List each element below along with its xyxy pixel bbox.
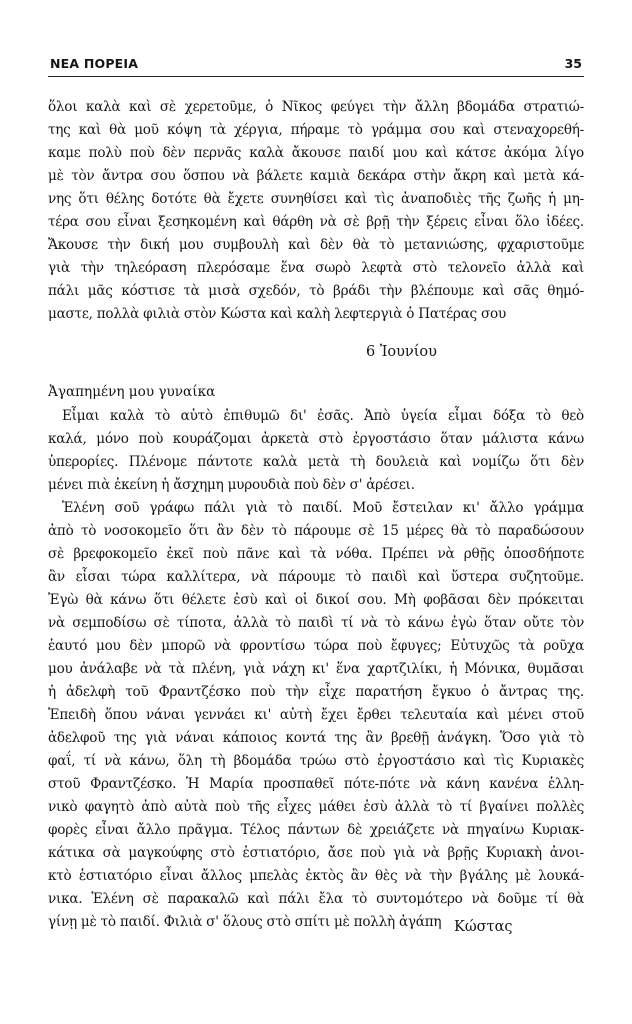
text-line: Ἐγὼ θὰ κάνω ὅτι θέλετε ἐσὺ καὶ οἱ δικοί σου. Μὴ φοβᾶσαι δὲν πρόκειται [48,592,584,608]
text-line: μαστε, πολλὰ φιλιὰ στὸν Κώστα καὶ καλὴ λεφτεργιὰ ὁ Πατέρας σου [48,306,506,322]
text-line: νικὸ φαγητὸ ἀπὸ αὐτὰ ποὺ τῆς εἶχες μάθει ἐσὺ ἀλλὰ τὸ τί βγαίνει πολλὲς [48,799,584,815]
text-line: νικα. Ἑλένη σὲ παρακαλῶ καὶ πάλι ἔλα τὸ συντομότερο νὰ δοῦμε τί θὰ [48,891,584,907]
text-line: ἀπὸ τὸ νοσοκομεῖο ὅτι ἂν δὲν τὸ πάρουμε σὲ 15 μέρες θὰ τὸ παραδώσουν [48,523,584,539]
text-line: ἂν εἶσαι τώρα καλλίτερα, νὰ πάρουμε τὸ παιδὶ καὶ ὕστερα συζητοῦμε. [48,569,584,585]
text-line: γιὰ τὴν τηλεόραση πλερόσαμε ἕνα σωρὸ λεφτὰ στὸ τελονεῖο ἀλλὰ καὶ [48,260,584,276]
text-line: κάτικα σὰ μαγκούφης στὸ ἑστιατόριο, ἄσε ποὺ γιὰ νὰ βρῇς Κυριακὴ ἀνοι- [48,845,584,861]
text-line: ἑαυτό μου δὲν μπορῶ νὰ φροντίσω τώρα ποὺ ἔφυγες; Εὐτυχῶς τὰ ροῦχα [48,638,584,654]
text-line: μὲ τὸν ἄντρα σου ὅσπου νὰ βάλετε καμιὰ δεκάρα στὴν ἄκρη καὶ μετὰ κά- [48,168,584,184]
page-number: 35 [564,56,582,71]
text-line: Ἐπειδὴ ὅπου νάναι γεννάει κι' αὐτὴ ἔχει ἔρθει τελευταία καὶ μένει στοῦ [48,707,584,723]
text-line: ἀδελφοῦ της γιὰ νάναι κάποιος κοντά της ἂν βρεθῇ ἀνάγκη. Ὅσο γιὰ τὸ [48,730,584,746]
text-line: ὅλοι καλὰ καὶ σὲ χερετοῦμε, ὁ Νῖκος φεύγει τὴν ἄλλη βδομάδα στρατιώ- [48,99,584,115]
running-header [48,56,584,77]
text-line: νὰ σεμποδίσω σὲ τίποτα, ἀλλὰ τὸ παιδὶ τί νὰ τὸ κάνω ἐγὼ ὅταν οὔτε τὸν [48,615,584,631]
text-line: κτὸ ἑστιατόριο εἶναι ἄλλος μπελὰς ἐκτὸς ἂν θὲς νὰ τὴν βγάλης μὲ λουκά- [48,868,584,884]
text-line: ἡ ἀδελφὴ τοῦ Φραντζέσκο ποὺ τὴν εἶχε παρατήση ἔγκυο ὁ ἄντρας της. [48,684,584,700]
text-line: τέρα σου εἶναι ξεσηκομένη καὶ θάρθη νὰ σὲ βρῇ τὴν ξέρεις εἶναι ὅλο ἰδέες. [48,214,584,230]
text-line: της καὶ θὰ μοῦ κόψη τὰ χέργια, πήραμε τὸ γράμμα σου καὶ στεναχορεθή- [48,122,584,138]
salutation: Ἀγαπημένη μου γυναίκα [48,384,216,400]
text-line: γίνῃ μὲ τὸ παιδί. Φιλιὰ σ' ὅλους στὸ σπίτι μὲ πολλὴ ἀγάπη [48,914,442,930]
text-line: στοῦ Φραντζέσκο. Ἡ Μαρία προσπαθεῖ πότε-πότε νὰ κάνη κανένα ἑλλη- [48,776,584,792]
text-line: πάλι μᾶς κόστισε τὰ μισὰ σχεδόν, τὸ βράδι τὴν βλέπουμε καὶ σᾶς θημό- [48,283,584,299]
text-line: μένει πιὰ ἐκείνη ἡ ἄσχημη μυρουδιὰ ποὺ δὲν σ' ἀρέσει. [48,477,415,493]
signature: Κώστας [454,919,513,935]
text-line: φαΐ, τί νὰ κάνω, ὅλη τὴ βδομάδα τρώω στὸ ἐργοστάσιο καὶ τὶς Κυριακὲς [48,753,584,769]
text-line: ὑπερορίες. Πλένομε πάντοτε καλὰ μετὰ τὴ δουλειὰ καὶ νομίζω ὅτι δὲν [48,454,584,470]
text-line: σὲ βρεφοκομεῖο ἐκεῖ ποὺ πᾶνε καὶ τὰ νόθα. Πρέπει νὰ ρθῇς ὁποσδήποτε [48,546,584,562]
text-line: μου ἀνάλαβε νὰ τὰ πλένη, γιὰ νάχη κι' ἕνα χαρτζιλίκι, ἡ Μόνικα, θυμᾶσαι [48,661,584,677]
text-line: Ἄκουσε τὴν δική μου συμβουλὴ καὶ δὲν θὰ τὸ μετανιώσης, φχαριστοῦμε [48,237,584,253]
text-line: Εἶμαι καλὰ τὸ αὐτὸ ἐπιθυμῶ δι' ἐσᾶς. Ἀπὸ ὑγεία εἶμαι δόξα τὸ θεὸ [62,408,584,424]
letter-date: 6 Ἰουνίου [366,344,437,360]
text-line: Ἑλένη σοῦ γράφω πάλι γιὰ τὸ παιδί. Μοῦ ἔστειλαν κι' ἄλλο γράμμα [62,500,584,516]
text-line: νης ὅτι θέλης δοτότε θὰ ἔχετε συνηθίσει καὶ τὶς ἀναποδιὲς τῆς ζωῆς ἡ μη- [48,191,584,207]
text-line: καλά, μόνο ποὺ κουράζομαι ἀρκετὰ στὸ ἐργοστάσιο ὅταν μάλιστα κάνω [48,431,584,447]
text-line: φορὲς εἶναι ἄλλο πρᾶγμα. Τέλος πάντων δὲ χρειάζετε νὰ πηγαίνω Κυριακ- [48,822,584,838]
journal-title: ΝΕΑ ΠΟΡΕΙΑ [50,56,139,71]
text-line: καμε πολὺ ποὺ δὲν περνᾶς καλὰ ἄκουσε παιδί μου καὶ κάτσε ἀκόμα λίγο [48,145,584,161]
